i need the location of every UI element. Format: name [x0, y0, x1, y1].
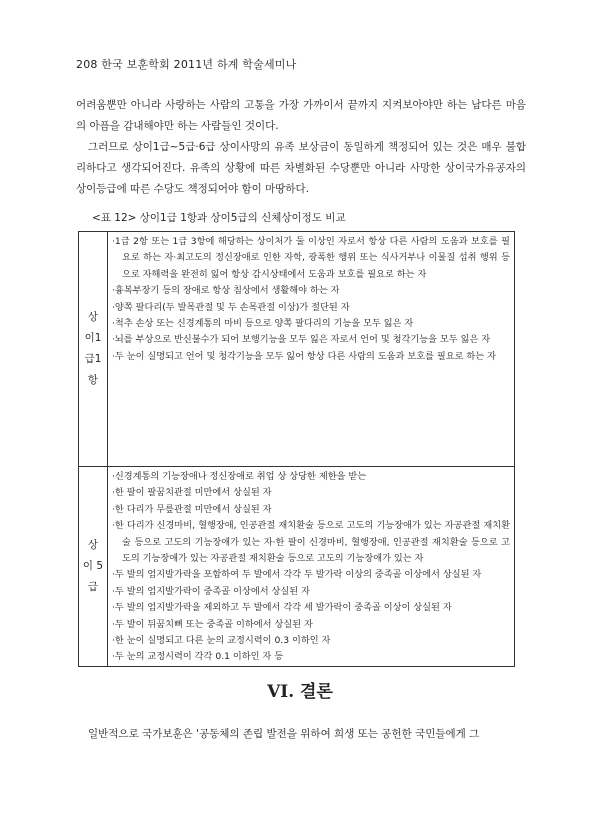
list-item: ·한 다리가 신경마비, 혈행장애, 인공관절 재치환술 등으로 고도의 기능장애가 있는 자공관절 재치환술 등으로 고도의 기능장애가 있는 자·한 팔이 신경마비, 혈행장애, 인공관절 재치환술 등으로 고도의 기능장애가 있는 자공관절 재치환술 등으로 고도의 기능장애가 있는 자: [112, 520, 510, 565]
row-label-text: 상 이 5 급: [82, 538, 104, 593]
row-label-grade1: [79, 232, 108, 467]
list-item: ·척추 손상 또는 신경계통의 마비 등으로 양쪽 팔다리의 기능을 모두 잃은 자: [112, 318, 414, 330]
list-item: ·두 눈의 교정시력이 각각 0.1 이하인 자 등: [112, 651, 284, 663]
section-title: VI. 결론: [267, 682, 333, 702]
list-item: ·한 다리가 무릎관절 미만에서 상실된 자: [112, 503, 272, 515]
list-item: ·두 발의 엄지발가락을 포함하여 두 발에서 각각 두 발가락 이상의 중족골 이상에서 상실된 자: [112, 569, 482, 581]
list-item: ·뇌를 부상으로 반신불수가 되어 보행기능을 모두 잃은 자로서 언어 및 청각기능을 모두 잃은 자: [112, 334, 491, 346]
table-row-grade5: [79, 467, 515, 667]
list-item: ·신경계통의 기능장애나 정신장애로 취업 상 상당한 제한을 받는: [112, 471, 367, 482]
list-item: ·두 발이 뒤꿈치뼈 또는 중족골 이하에서 상실된 자: [112, 618, 313, 630]
row-items-grade5: [108, 467, 515, 667]
table-caption: <표 12> 상이1급 1항과 상이5급의 신체상이정도 비교: [92, 212, 346, 224]
page-header: 208 한국 보훈학회 2011년 하계 학술세미나: [76, 58, 297, 71]
row-label-text: 상 이1 급1 항: [84, 311, 102, 386]
row-label-grade5: [79, 467, 108, 667]
row-items-grade1: [108, 232, 515, 467]
comparison-table: [78, 231, 515, 667]
final-paragraph-line: 일반적으로 국가보훈은 '공동체의 존립 발전을 위하여 희생 또는 공헌한 국민들에게 그: [88, 728, 480, 740]
list-item: ·양쪽 팔다리(두 발목관절 및 두 손목관절 이상)가 절단된 자: [112, 301, 350, 313]
paragraph-1: 어려움뿐만 아니라 사랑하는 사람의 고통을 가장 가까이서 끝까지 지켜보아야만 하는 남다른 마음의 아픔을 감내해야만 하는 사람들인 것이다.: [76, 99, 526, 132]
list-item: ·1급 2항 또는 1급 3항에 해당하는 상이처가 둘 이상인 자로서 항상 다른 사람의 도움과 보호를 필요로 하는 자·최고도의 정신장애로 인한 자학, 광폭한 행위 또는 식사거부나 이물질 섭취 행위 등으로 자해력을 완전히 잃어 항상 감시상태에서 도움과 보호를 필요로 하는 자: [112, 236, 510, 280]
list-item: ·두 발의 엄지발가락을 제외하고 두 발에서 각각 세 발가락이 중족골 이상이 상실된 자: [112, 602, 452, 614]
list-item: ·한 팔이 팔꿈치관절 미만에서 상실된 자: [112, 487, 272, 499]
list-item: ·두 눈이 실명되고 언어 및 청각기능을 모두 잃어 항상 다른 사람의 도움과 보호를 필요로 하는 자: [112, 350, 496, 362]
paragraph-2: 그러므로 상이1급~5급·6급 상이사망의 유족 보상금이 동일하게 책정되어 있는 것은 매우 불합리하다고 생각되어진다. 유족의 상황에 따른 차별화된 수당뿐만 아니라 사망한 상이국가유공자의 상이등급에 따른 수당도 책정되어야 함이 마땅하다.: [76, 141, 526, 195]
list-item: ·흉복부장기 등의 장애로 항상 침상에서 생활해야 하는 자: [112, 285, 340, 297]
list-item: ·한 눈이 실명되고 다른 눈의 교정시력이 0.3 이하인 자: [112, 635, 331, 647]
table-row-grade1: [79, 232, 515, 467]
list-item: ·두 발의 엄지발가락이 중족골 이상에서 상실된 자: [112, 585, 310, 597]
